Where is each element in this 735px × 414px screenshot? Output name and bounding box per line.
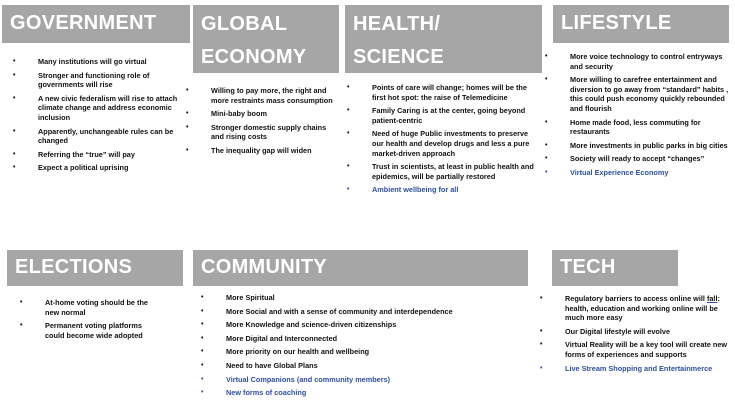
list-item: • Stronger and functioning role of governments will rise: [38, 71, 188, 90]
section-title-government: GOVERNMENT: [10, 12, 157, 34]
tech-item-suffix: : health, education and working online will be much more easy: [565, 294, 720, 323]
section-title-line1: GLOBAL: [201, 13, 288, 35]
list-item: • Apparently, unchangeable rules can be changed: [38, 127, 188, 146]
list-item: • Our Digital lifestyle will evolve: [565, 327, 730, 337]
list-item: • A new civic federalism will rise to attach climate change and address economic inclusion: [38, 94, 188, 123]
section-header-tech: [552, 250, 678, 286]
list-item: • More Knowledge and science-driven citizenships: [226, 320, 526, 330]
section-header-lifestyle: [553, 5, 729, 43]
list-item-highlight: • Virtual Companions (and community members): [226, 375, 526, 385]
section-header-community: [193, 250, 528, 286]
list-item-highlight: • New forms of coaching: [226, 388, 526, 398]
tech-item-prefix: Regulatory barriers to access online will: [565, 294, 707, 303]
list-item-highlight: • Live Stream Shopping and Entertainmerce: [565, 364, 730, 374]
lifestyle-list: [570, 52, 730, 182]
list-item-highlight: • Ambient wellbeing for all: [372, 185, 540, 195]
list-item: • At-home voting should be the new normal: [45, 298, 160, 317]
section-header-global-economy: [193, 5, 339, 73]
list-item: • More investments in public parks in big cities: [570, 141, 730, 151]
list-item: • More Spiritual: [226, 293, 526, 303]
section-title-lifestyle: LIFESTYLE: [561, 12, 672, 34]
list-item: • Trust in scientists, at least in public health and epidemics, will be partially restored: [372, 162, 540, 181]
tech-item-underlined: fall: [706, 294, 718, 303]
list-item: [565, 294, 730, 323]
section-title-tech: TECH: [560, 256, 616, 278]
list-item: • Home made food, less commuting for restaurants: [570, 118, 730, 137]
list-item: • Need of huge Public investments to preserve our health and develop drugs and less a pure market-driven approach: [372, 129, 540, 158]
section-header-elections: [7, 250, 183, 286]
list-item: • More Social and with a sense of community and interdependence: [226, 307, 526, 317]
global-economy-list: [211, 86, 341, 160]
section-title-elections: ELECTIONS: [15, 256, 133, 278]
elections-list: [45, 298, 160, 344]
list-item: • Society will ready to accept “changes”: [570, 154, 730, 164]
list-item: • Expect a political uprising: [38, 163, 188, 173]
list-item: • Family Caring is at the center, going beyond patient-centric: [372, 106, 540, 125]
list-item: • Referring the “true” will pay: [38, 150, 188, 160]
list-item: • More Digital and Interconnected: [226, 334, 526, 344]
list-item: • Permanent voting platforms could become wide adopted: [45, 321, 160, 340]
section-header-government: [2, 5, 190, 43]
health-science-list: [372, 83, 540, 199]
list-item: • More priority on our health and wellbeing: [226, 347, 526, 357]
section-title-community: COMMUNITY: [201, 256, 328, 278]
list-item: • Mini-baby boom: [211, 109, 341, 119]
community-list: [226, 293, 526, 402]
list-item: • More voice technology to control entryways and security: [570, 52, 730, 71]
list-item: • More willing to carefree entertainment and diversion to go away from “standard” habits , this could push economy quickly rebounded and flourish: [570, 75, 730, 113]
section-title-line1: HEALTH/: [353, 13, 441, 35]
list-item-highlight: • Virtual Experience Economy: [570, 168, 730, 178]
list-item: • The inequality gap will widen: [211, 146, 341, 156]
list-item: • Points of care will change; homes will be the first hot spot: the raise of Telemedicine: [372, 83, 540, 102]
section-title-line2: ECONOMY: [201, 46, 307, 68]
section-title-line2: SCIENCE: [353, 46, 445, 68]
list-item: • Virtual Reality will be a key tool will create new forms of experiences and supports: [565, 340, 730, 359]
list-item: • Many institutions will go virtual: [38, 57, 188, 67]
list-item: • Willing to pay more, the right and more restraints mass consumption: [211, 86, 341, 105]
list-item: • Need to have Global Plans: [226, 361, 526, 371]
section-header-health-science: [345, 5, 542, 73]
government-list: [38, 57, 188, 177]
list-item: • Stronger domestic supply chains and rising costs: [211, 123, 341, 142]
tech-list: [565, 294, 730, 377]
